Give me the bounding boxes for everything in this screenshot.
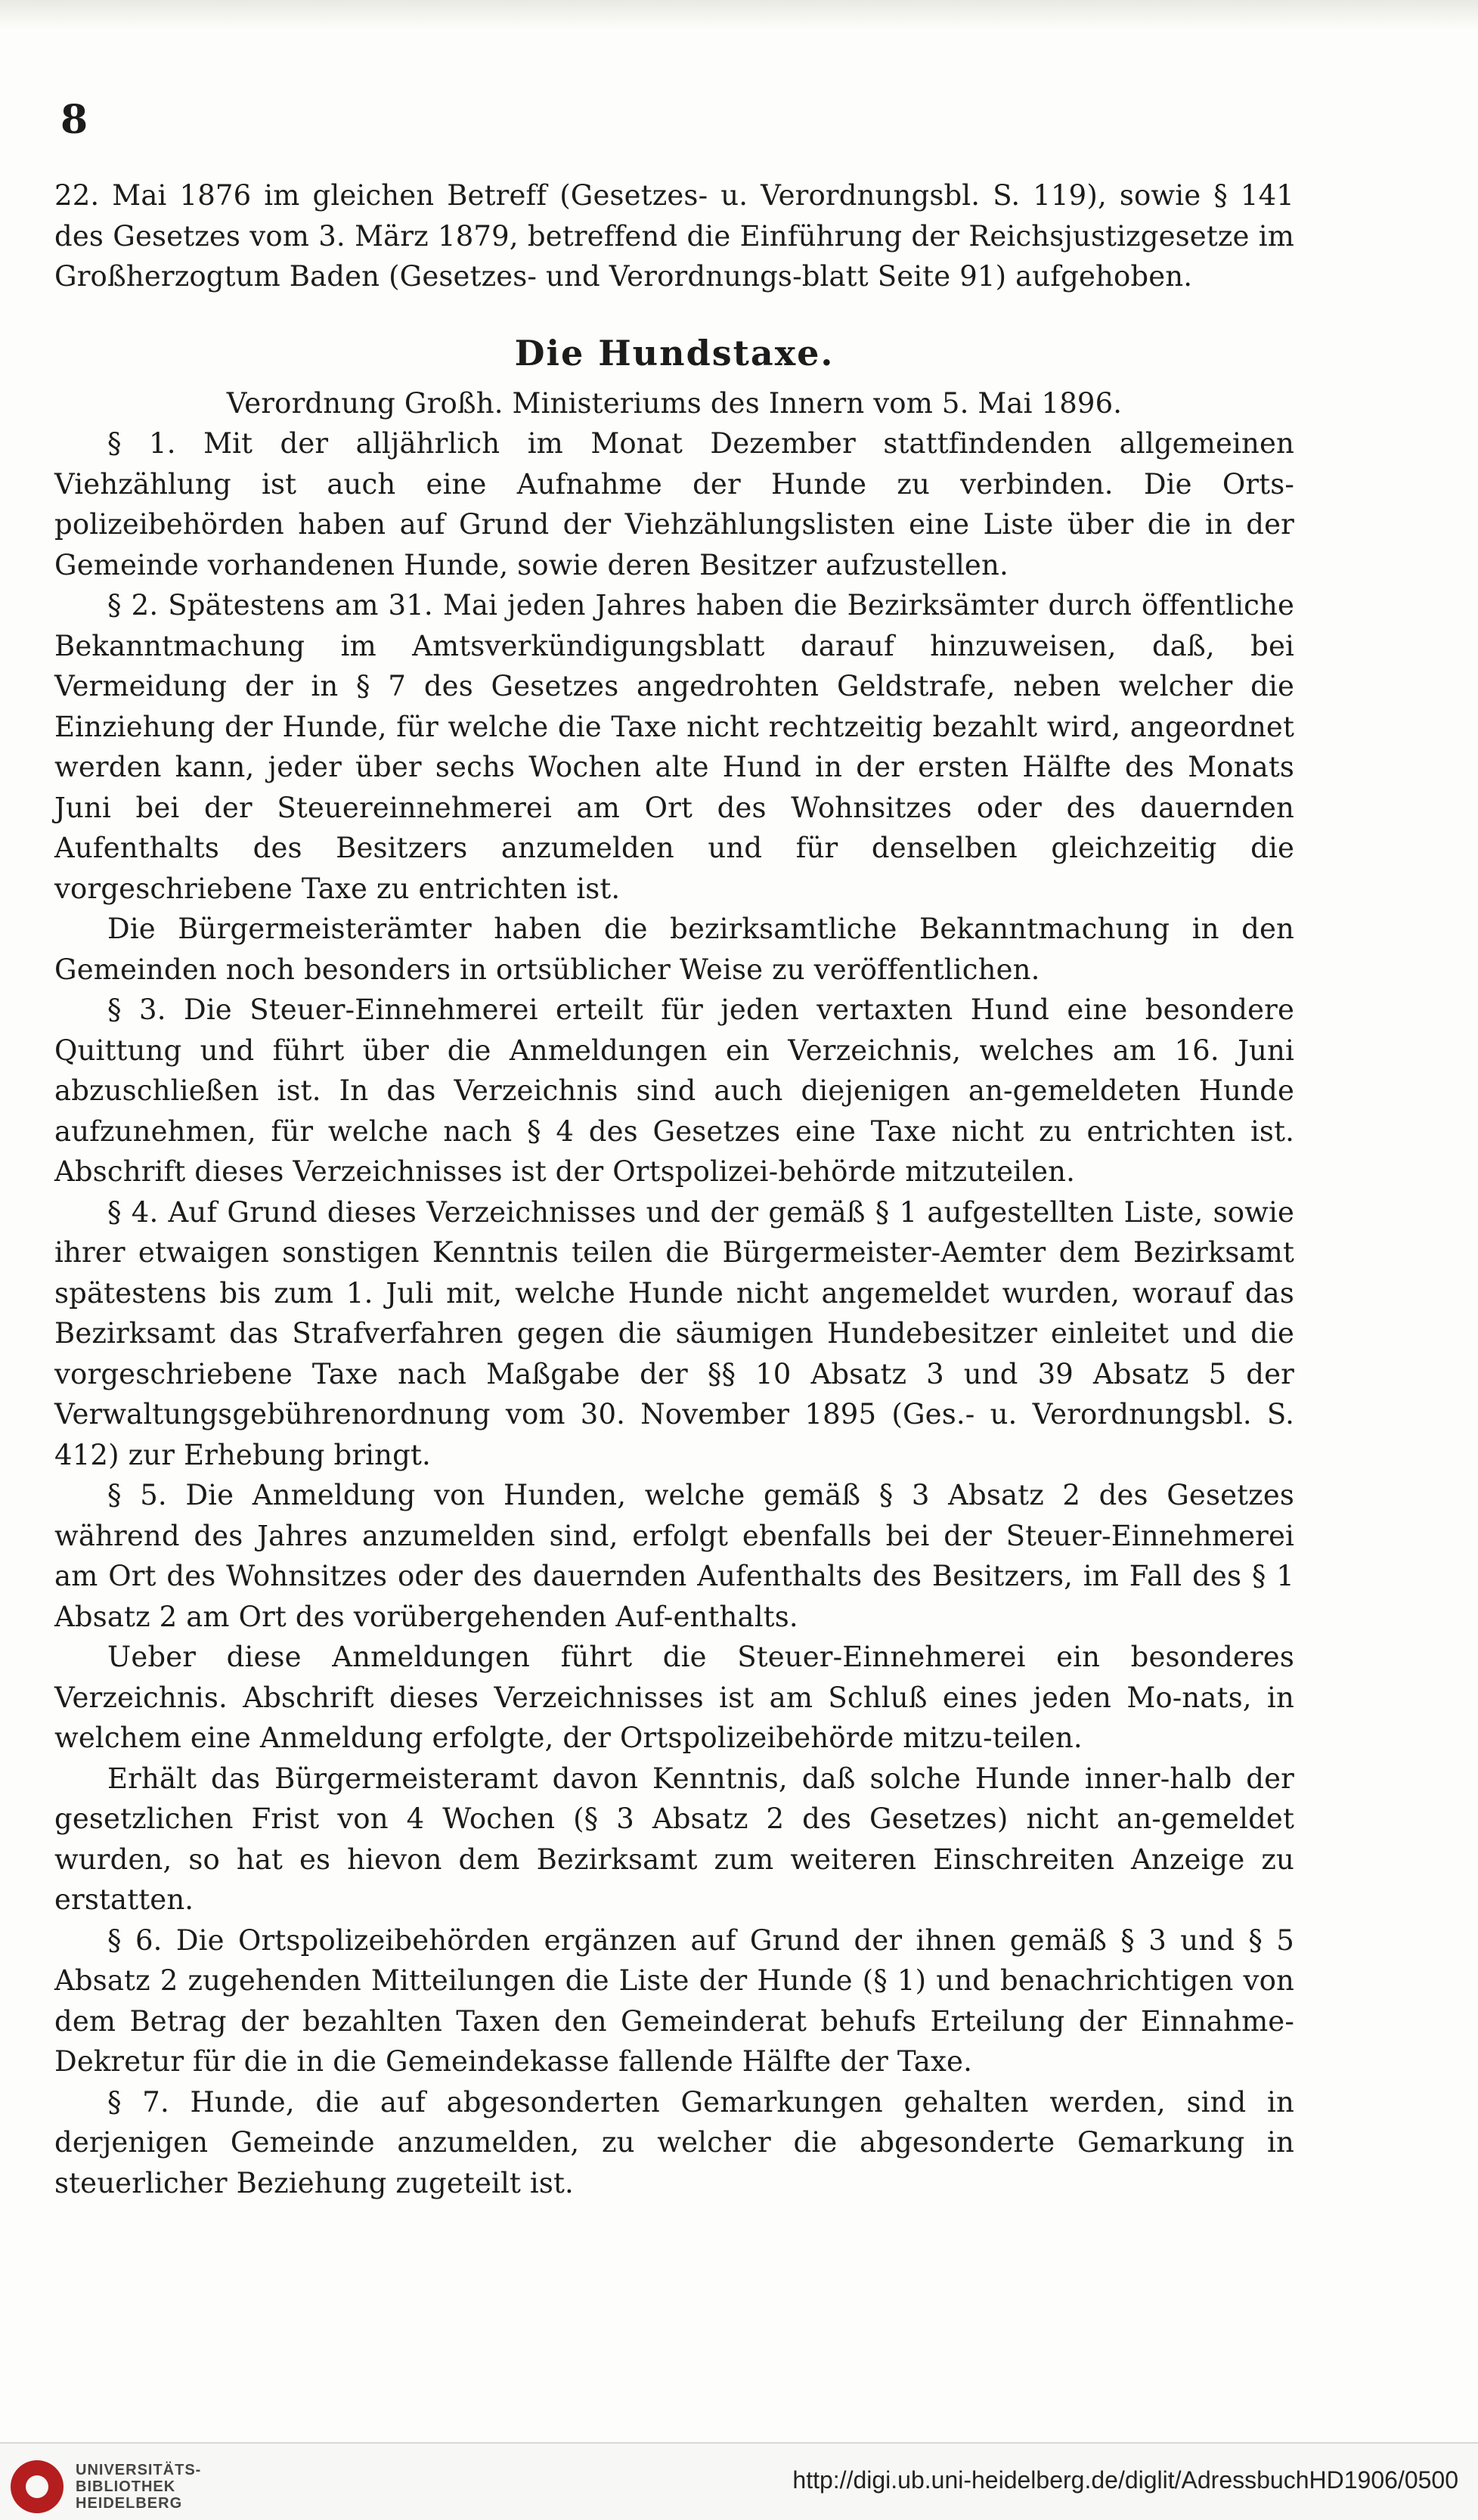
paragraph-1: § 1. Mit der alljährlich im Monat Dezember stattfindenden allgemeinen Viehzählung ist auch eine Aufnahme der Hunde zu verbinden. Die Orts-polizeibehörden haben auf Grund der Viehzählungslisten eine Liste über die in der Gemeinde vorhandenen Hunde, sowie deren Besitzer aufzustellen. bbox=[54, 427, 1294, 581]
footer-bar bbox=[0, 2442, 1478, 2520]
section-title: Die Hundstaxe. bbox=[514, 332, 835, 374]
paragraph-6: § 5. Die Anmeldung von Hunden, welche gemäß § 3 Absatz 2 des Gesetzes während des Jahres anzumelden sind, erfolgt ebenfalls bei der Steuer-Einnehmerei am Ort des Wohnsitzes oder des dauernden Aufenthalts des Besitzers, im Fall des § 1 Absatz 2 am Ort des vorübergehenden Auf-enthalts. bbox=[54, 1479, 1294, 1633]
paragraph-9: § 6. Die Ortspolizeibehörden ergänzen auf Grund der ihnen gemäß § 3 und § 5 Absatz 2 zugehenden Mitteilungen die Liste der Hunde (§ 1) und benachrichtigen von dem Betrag der bezahlten Taxen den Gemeinderat behufs Erteilung der Einnahme-Dekretur für die in die Gemeindekasse fallende Hälfte der Taxe. bbox=[54, 1923, 1294, 2078]
logo-line-2: BIBLIOTHEK bbox=[76, 2478, 176, 2495]
paragraph-2: § 2. Spätestens am 31. Mai jeden Jahres haben die Bezirksämter durch öffentliche Bekanntmachung im Amtsverkündigungsblatt darauf hinzuweisen, daß, bei Vermeidung der in § 7 des Gesetzes angedrohten Geldstrafe, neben welcher die Einziehung der Hunde, für welche die Taxe nicht rechtzeitig bezahlt wird, angeordnet werden kann, jeder über sechs Wochen alte Hund in der ersten Hälfte des Monats Juni bei der Steuereinnehmerei am Ort des Wohnsitzes oder des dauernden Aufenthalts des Besitzers anzumelden und für denselben gleichzeitig die vorgeschriebene Taxe zu entrichten ist. bbox=[54, 589, 1294, 905]
paragraph-3: Die Bürgermeisterämter haben die bezirksamtliche Bekanntmachung in den Gemeinden noch besonders in ortsüblicher Weise zu veröffentlichen. bbox=[54, 913, 1294, 986]
paragraph-4: § 3. Die Steuer-Einnehmerei erteilt für jeden vertaxten Hund eine besondere Quittung und führt über die Anmeldungen ein Verzeichnis, welches am 16. Juni abzuschließen ist. In das Verzeichnis sind auch diejenigen an-gemeldeten Hunde aufzunehmen, für welche nach § 4 des Gesetzes eine Taxe nicht zu entrichten ist. Abschrift dieses Verzeichnisses ist der Ortspolizei-behörde mitzuteilen. bbox=[54, 993, 1294, 1188]
paragraph-8: Erhält das Bürgermeisteramt davon Kenntnis, daß solche Hunde inner-halb der gesetzlichen Frist von 4 Wochen (§ 3 Absatz 2 des Gesetzes) nicht an-gemeldet wurden, so hat es hievon dem Bezirksamt zum weiteren Einschreiten Anzeige zu erstatten. bbox=[54, 1762, 1294, 1916]
page-number: 8 bbox=[60, 97, 88, 143]
library-logo[interactable] bbox=[11, 2460, 201, 2513]
document-text bbox=[54, 175, 1294, 2203]
intro-paragraph: 22. Mai 1876 im gleichen Betreff (Gesetzes- u. Verordnungsbl. S. 119), sowie § 141 des Gesetzes vom 3. März 1879, betreffend die Einführung der Reichsjustizgesetze im Großherzogtum Baden (Gesetzes- und Verordnungs-blatt Seite 91) aufgehoben. bbox=[54, 179, 1294, 293]
paragraph-5: § 4. Auf Grund dieses Verzeichnisses und der gemäß § 1 aufgestellten Liste, sowie ihrer etwaigen sonstigen Kenntnis teilen die Bürgermeister-Aemter dem Bezirksamt spätestens bis zum 1. Juli mit, welche Hunde nicht angemeldet wurden, worauf das Bezirksamt das Strafverfahren gegen die säumigen Hundebesitzer einleitet und die vorgeschriebene Taxe nach Maßgabe der §§ 10 Absatz 3 und 39 Absatz 5 der Verwaltungsgebührenordnung vom 30. November 1895 (Ges.- u. Verordnungsbl. S. 412) zur Erhebung bringt. bbox=[54, 1195, 1294, 1471]
paragraph-10: § 7. Hunde, die auf abgesonderten Gemarkungen gehalten werden, sind in derjenigen Gemeinde anzumelden, zu welcher die abgesonderte Gemarkung in steuerlicher Beziehung zugeteilt ist. bbox=[54, 2085, 1294, 2199]
page-top-edge bbox=[0, 0, 1478, 30]
logo-line-1: UNIVERSITÄTS- bbox=[76, 2462, 202, 2478]
logo-line-3: HEIDELBERG bbox=[76, 2495, 183, 2512]
section-subtitle: Verordnung Großh. Ministeriums des Innern vom 5. Mai 1896. bbox=[226, 386, 1123, 420]
university-seal-icon bbox=[11, 2460, 64, 2513]
paragraph-7: Ueber diese Anmeldungen führt die Steuer-Einnehmerei ein besonderes Verzeichnis. Abschrift dieses Verzeichnisses ist am Schluß eines jeden Mo-nats, in welchem eine Anmeldung erfolgte, der Ortspolizeibehörde mitzu-teilen. bbox=[54, 1641, 1294, 1754]
source-url-link[interactable]: http://digi.ub.uni-heidelberg.de/diglit/AdressbuchHD1906/0500 bbox=[792, 2466, 1458, 2494]
library-logo-text bbox=[76, 2462, 201, 2512]
